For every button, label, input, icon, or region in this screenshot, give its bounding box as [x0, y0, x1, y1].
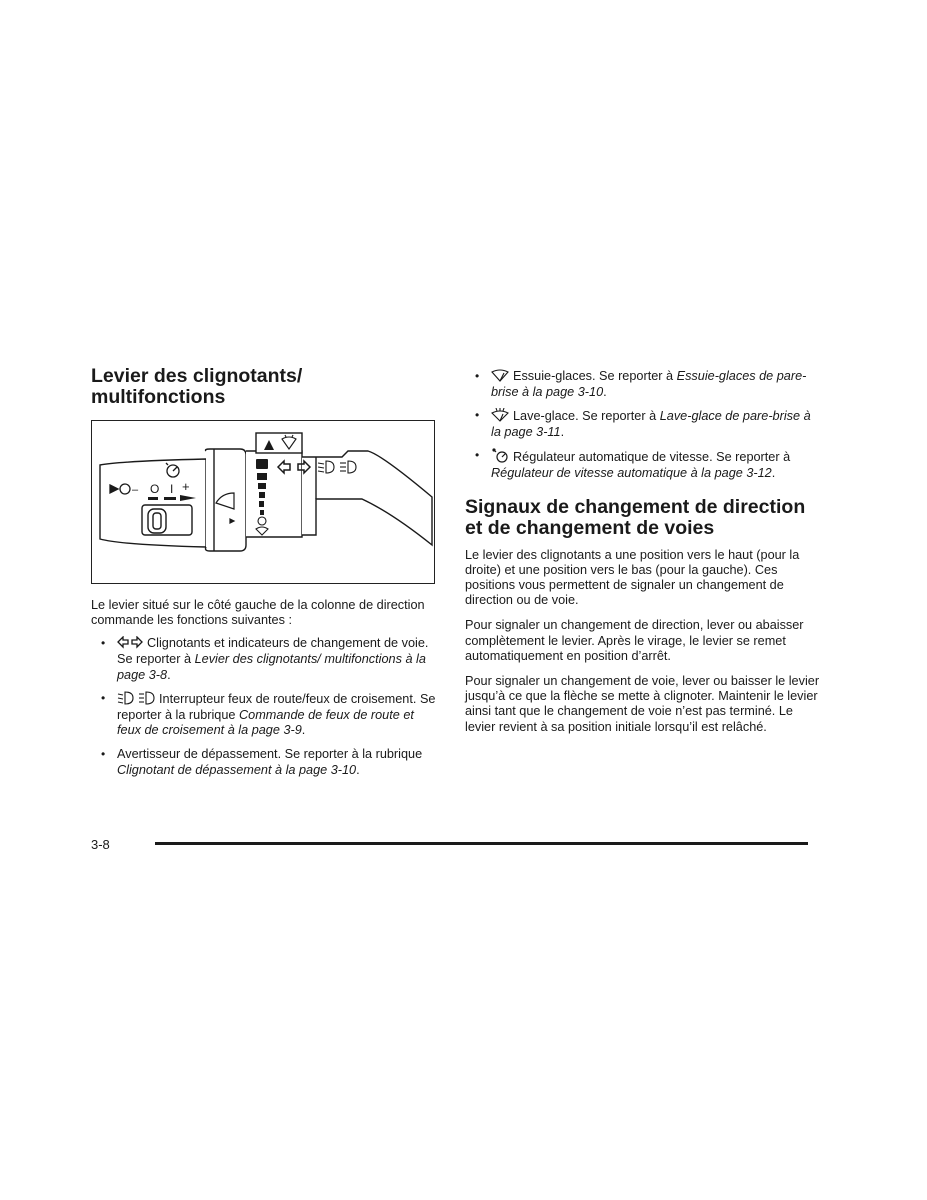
body-paragraph: Pour signaler un changement de direction, lever ou abaisser complètement le levier. Après le virage, le levier se remet automatiquement en position d’arrêt.	[465, 618, 804, 663]
list-item: • Avertisseur de dépassement. Se reporter à la rubrique Clignotant de dépassement à la page 3-10.	[101, 746, 423, 777]
windshield-wiper-icon	[491, 369, 509, 382]
cross-reference: Levier des clignotants/ multifonctions à la page 3-8	[117, 652, 426, 682]
right-column	[465, 369, 820, 735]
lever-functions-list	[91, 636, 437, 778]
cruise-plus-label: +	[182, 479, 190, 494]
cruise-control-icon	[491, 448, 509, 463]
cruise-minus-label: –	[132, 484, 139, 496]
cruise-on-label: I	[170, 482, 174, 496]
cruise-off-label: O	[150, 482, 160, 496]
multifunction-lever-illustration	[91, 420, 435, 584]
cross-reference: Régulateur de vitesse automatique à la page 3-12	[491, 465, 772, 480]
lever-drawing	[92, 421, 434, 583]
turn-signal-arrows-icon	[117, 636, 143, 649]
section-title-signals: Signaux de changement de direction et de changement de voies	[465, 495, 806, 539]
section-title-lever: Levier des clignotants/ multifonctions	[91, 365, 303, 408]
list-item: • Essuie-glaces. Se reporter à Essuie-glaces de pare-brise à la page 3-10.	[475, 369, 807, 399]
headlamp-beam-icon	[117, 691, 155, 705]
body-paragraph: Le levier des clignotants a une position vers le haut (pour la droite) et une position vers le bas (pour la gauche). Ces positions vous permettent de signaler un changement de direction ou de voie.	[465, 547, 800, 608]
list-item: • Interrupteur feux de route/feux de croisement. Se reporter à la rubrique Commande de feux de route et feux de croisement à la page 3-9.	[101, 691, 436, 738]
body-paragraph: Pour signaler un changement de voie, lever ou baisser le levier jusqu’à ce que la flèche se mette à clignoter. Maintenir le levier ainsi tant que le changement de voie n’est pas terminé. Le levier revient à sa position initiale lorsqu’il est relâché.	[465, 673, 820, 734]
windshield-washer-icon	[491, 408, 509, 422]
wiper-cruise-list	[465, 369, 820, 482]
list-item: • Clignotants et indicateurs de changement de voie. Se reporter à Levier des clignotants/ multifonctions à la page 3-8.	[101, 636, 429, 682]
footer-rule	[155, 842, 808, 845]
cross-reference: Essuie-glaces de pare-brise à la page 3-10	[491, 369, 807, 399]
cross-reference: Lave-glace de pare-brise à la page 3-11	[491, 409, 811, 439]
cross-reference: Commande de feux de route et feux de croisement à la page 3-9	[117, 707, 414, 738]
list-item: • Régulateur automatique de vitesse. Se reporter à Régulateur de vitesse automatique à la page 3-12.	[475, 448, 791, 480]
cross-reference: Clignotant de dépassement à la page 3-10	[117, 762, 357, 777]
left-column	[91, 366, 437, 786]
intro-paragraph: Le levier situé sur le côté gauche de la colonne de direction commande les fonctions suivantes :	[91, 598, 425, 628]
page-number: 3-8	[91, 837, 110, 852]
list-item: • Lave-glace. Se reporter à Lave-glace de pare-brise à la page 3-11.	[475, 408, 811, 439]
